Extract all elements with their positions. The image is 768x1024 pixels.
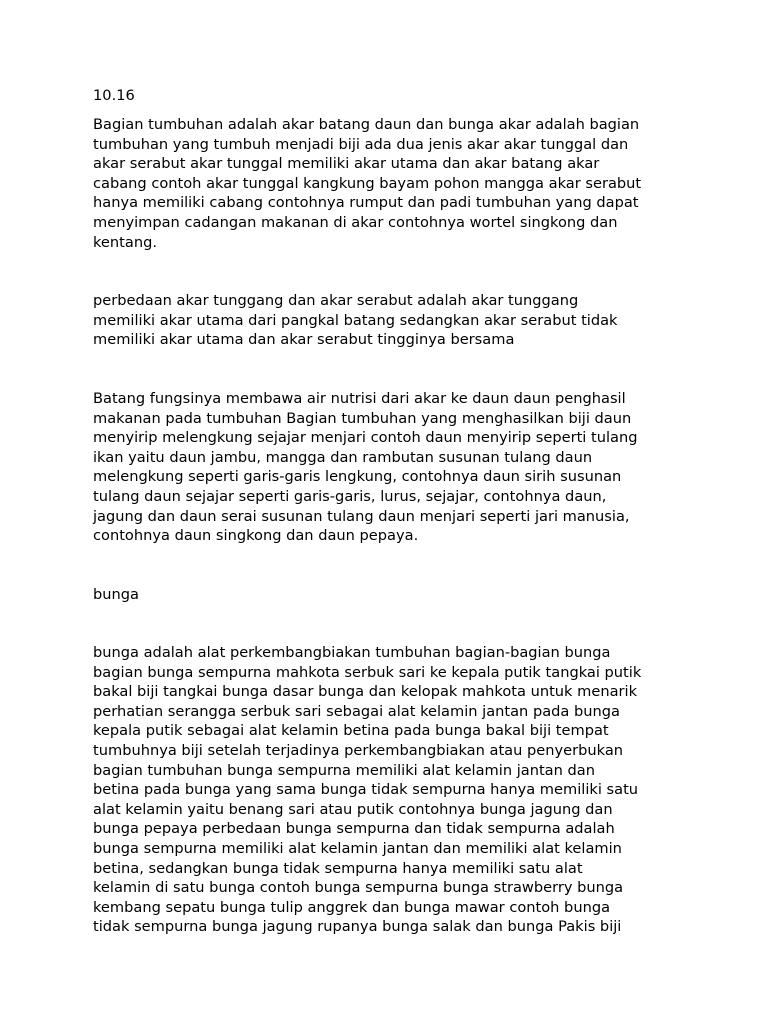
- paragraph-bunga: bunga adalah alat perkembangbiakan tumbuhan bagian-bagian bunga bagian bunga sempurna mahkota serbuk sari ke kepala putik tangkai putik bakal biji tangkai bunga dasar bunga dan kelopak mahkota untuk menarik perhatian serangga serbuk sari sebagai alat kelamin jantan pada bunga kepala putik sebagai alat kelamin betina pada bunga bakal biji tempat tumbuhnya biji setelah terjadinya perkembangbiakan atau penyerbukan bagian tumbuhan bunga sempurna memiliki alat kelamin jantan dan betina pada bunga yang sama bunga tidak sempurna hanya memiliki satu alat kelamin yaitu benang sari atau putik contohnya bunga jagung dan bunga pepaya perbedaan bunga sempurna dan tidak sempurna adalah bunga sempurna memiliki alat kelamin jantan dan memiliki alat kelamin betina, sedangkan bunga tidak sempurna hanya memiliki satu alat kelamin di satu bunga contoh bunga sempurna bunga strawberry bunga kembang sepatu bunga tulip anggrek dan bunga mawar contoh bunga tidak sempurna bunga jagung rupanya bunga salak dan bunga Pakis biji: [93, 644, 642, 936]
- section-heading-bunga: bunga: [93, 586, 139, 603]
- document-date: 10.16: [93, 87, 135, 104]
- paragraph-perbedaan-akar: perbedaan akar tunggang dan akar serabut adalah akar tunggang memiliki akar utama dari pangkal batang sedangkan akar serabut tidak memiliki akar utama dan akar serabut tingginya bersama: [93, 292, 618, 349]
- paragraph-bagian-tumbuhan: Bagian tumbuhan adalah akar batang daun dan bunga akar adalah bagian tumbuhan yang tumbuh menjadi biji ada dua jenis akar akar tunggal dan akar serabut akar tunggal memiliki akar utama dan akar batang akar cabang contoh akar tunggal kangkung bayam pohon mangga akar serabut hanya memiliki cabang contohnya rumput dan padi tumbuhan yang dapat menyimpan cadangan makanan di akar contohnya wortel singkong dan kentang.: [93, 116, 642, 251]
- paragraph-batang-daun: Batang fungsinya membawa air nutrisi dari akar ke daun daun penghasil makanan pada tumbuhan Bagian tumbuhan yang menghasilkan biji daun menyirip melengkung sejajar menjari contoh daun menyirip seperti tulang ikan yaitu daun jambu, mangga dan rambutan susunan tulang daun melengkung seperti garis-garis lengkung, contohnya daun sirih susunan tulang daun sejajar seperti garis-garis, lurus, sejajar, contohnya daun, jagung dan daun serai susunan tulang daun menjari seperti jari manusia, contohnya daun singkong dan daun pepaya.: [93, 390, 638, 545]
